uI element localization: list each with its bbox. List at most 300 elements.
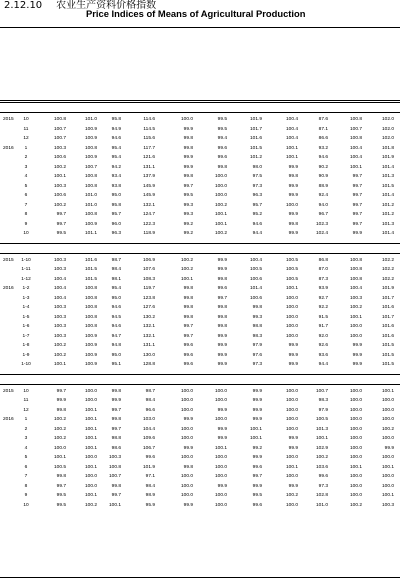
- value-cell: 99.7: [56, 483, 66, 489]
- value-cell: 99.8: [183, 295, 193, 301]
- table-row: [0, 256, 400, 266]
- value-cell: 145.9: [142, 193, 155, 199]
- value-cell: 100.1: [349, 164, 362, 170]
- value-cell: 99.9: [183, 502, 193, 508]
- value-cell: 100.0: [285, 426, 298, 432]
- value-cell: 92.6: [318, 343, 328, 349]
- value-cell: 100.0: [349, 436, 362, 442]
- value-cell: 102.9: [315, 445, 328, 451]
- value-cell: 122.3: [142, 221, 155, 227]
- value-cell: 99.9: [288, 445, 298, 451]
- month-cell: 10: [23, 117, 29, 123]
- value-cell: 96.3: [111, 231, 121, 237]
- year-cell: [0, 434, 18, 444]
- year-cell: [0, 425, 18, 435]
- value-cell: 100.2: [84, 502, 97, 508]
- value-cell: 99.9: [217, 362, 227, 368]
- value-cell: 99.9: [111, 398, 121, 404]
- year-cell: 2015: [3, 117, 14, 123]
- value-cell: 100.1: [53, 174, 66, 180]
- value-cell: 99.6: [183, 343, 193, 349]
- value-cell: 99.8: [183, 314, 193, 320]
- value-cell: 93.4: [111, 174, 121, 180]
- value-cell: 100.0: [53, 445, 66, 451]
- value-cell: 98.9: [145, 493, 155, 499]
- value-cell: 100.2: [180, 257, 193, 263]
- month-cell: 6: [24, 193, 28, 199]
- value-cell: 130.2: [142, 314, 155, 320]
- value-cell: 101.5: [84, 267, 97, 273]
- value-cell: 100.0: [214, 183, 227, 189]
- value-cell: 100.1: [84, 417, 97, 423]
- month-cell: 5: [24, 183, 28, 189]
- value-cell: 94.6: [111, 305, 121, 311]
- value-cell: 98.1: [111, 276, 121, 282]
- value-cell: 100.0: [381, 474, 394, 480]
- value-cell: 100.0: [349, 483, 362, 489]
- value-cell: 99.8: [183, 136, 193, 142]
- table-row: [0, 220, 400, 230]
- value-cell: 100.3: [53, 267, 66, 273]
- value-cell: 100.3: [53, 314, 66, 320]
- month-cell: 1-3: [22, 295, 30, 301]
- value-cell: 99.8: [183, 145, 193, 151]
- year-cell: [0, 125, 18, 135]
- value-cell: 100.4: [349, 286, 362, 292]
- month-cell: 11: [23, 126, 29, 132]
- value-cell: 100.8: [53, 117, 66, 123]
- value-cell: 131.1: [142, 343, 155, 349]
- title-number: 2.12.10: [4, 0, 43, 11]
- value-cell: 100.0: [285, 502, 298, 508]
- value-cell: 100.0: [214, 502, 227, 508]
- value-cell: 96.6: [145, 407, 155, 413]
- table-row: [0, 360, 400, 370]
- value-cell: 127.6: [142, 305, 155, 311]
- value-cell: 100.9: [84, 155, 97, 161]
- value-cell: 99.9: [288, 231, 298, 237]
- value-cell: 100.5: [53, 464, 66, 470]
- value-cell: 100.4: [285, 117, 298, 123]
- value-cell: 100.3: [53, 145, 66, 151]
- table-row: [0, 210, 400, 220]
- year-cell: 2016: [3, 286, 14, 292]
- value-cell: 100.0: [214, 493, 227, 499]
- month-cell: 1-12: [21, 276, 31, 282]
- value-cell: 99.9: [288, 164, 298, 170]
- month-cell: 1-4: [22, 305, 30, 311]
- value-cell: 99.8: [56, 474, 66, 480]
- value-cell: 101.9: [381, 155, 394, 161]
- value-cell: 99.7: [183, 183, 193, 189]
- table-row: [0, 265, 400, 275]
- value-cell: 98.8: [111, 436, 121, 442]
- month-cell: 1-9: [22, 352, 30, 358]
- value-cell: 101.5: [84, 276, 97, 282]
- table-row: [0, 453, 400, 463]
- value-cell: 99.9: [183, 126, 193, 132]
- value-cell: 95.4: [111, 286, 121, 292]
- table-row: [0, 501, 400, 511]
- value-cell: 100.1: [349, 314, 362, 320]
- value-cell: 100.2: [349, 305, 362, 311]
- value-cell: 95.8: [111, 202, 121, 208]
- value-cell: 93.2: [318, 145, 328, 151]
- value-cell: 100.0: [285, 295, 298, 301]
- value-cell: 95.4: [111, 155, 121, 161]
- year-cell: [0, 351, 18, 361]
- value-cell: 100.0: [349, 474, 362, 480]
- value-cell: 97.5: [252, 174, 262, 180]
- value-cell: 100.8: [84, 286, 97, 292]
- value-cell: 100.8: [108, 464, 121, 470]
- value-cell: 106.9: [142, 257, 155, 263]
- value-cell: 100.6: [53, 155, 66, 161]
- month-cell: 1-8: [22, 343, 30, 349]
- value-cell: 100.0: [214, 417, 227, 423]
- table-row: [0, 463, 400, 473]
- value-cell: 114.5: [143, 126, 155, 132]
- value-cell: 99.6: [183, 352, 193, 358]
- value-cell: 100.3: [53, 305, 66, 311]
- value-cell: 100.8: [349, 136, 362, 142]
- value-cell: 99.7: [111, 407, 121, 413]
- value-cell: 101.6: [249, 136, 262, 142]
- value-cell: 100.0: [381, 436, 394, 442]
- value-cell: 100.0: [349, 407, 362, 413]
- value-cell: 118.9: [143, 231, 155, 237]
- value-cell: 100.0: [84, 483, 97, 489]
- value-cell: 100.3: [53, 333, 66, 339]
- month-cell: 12: [23, 136, 29, 142]
- value-cell: 99.9: [217, 267, 227, 273]
- value-cell: 99.7: [183, 324, 193, 330]
- value-cell: 100.2: [53, 436, 66, 442]
- month-cell: 8: [24, 483, 28, 489]
- value-cell: 92.0: [318, 333, 328, 339]
- value-cell: 101.0: [84, 117, 97, 123]
- value-cell: 99.9: [56, 398, 66, 404]
- value-cell: 99.8: [111, 388, 121, 394]
- value-cell: 99.9: [217, 426, 227, 432]
- value-cell: 137.9: [142, 174, 155, 180]
- value-cell: 101.0: [315, 502, 328, 508]
- value-cell: 100.7: [53, 126, 66, 132]
- value-cell: 100.8: [349, 117, 362, 123]
- value-cell: 100.9: [84, 126, 97, 132]
- value-cell: 99.3: [183, 212, 193, 218]
- value-cell: 99.9: [288, 193, 298, 199]
- value-cell: 99.5: [252, 493, 262, 499]
- value-cell: 98.8: [252, 324, 262, 330]
- table-row: [0, 275, 400, 285]
- value-cell: 99.9: [288, 436, 298, 442]
- value-cell: 99.6: [252, 502, 262, 508]
- year-cell: [0, 341, 18, 351]
- value-cell: 101.6: [84, 257, 97, 263]
- section-rule-bottom: [0, 253, 400, 254]
- value-cell: 94.6: [252, 221, 262, 227]
- value-cell: 100.4: [285, 126, 298, 132]
- value-cell: 100.5: [285, 257, 298, 263]
- value-cell: 100.0: [214, 193, 227, 199]
- month-cell: 10: [23, 388, 29, 394]
- value-cell: 99.9: [217, 483, 227, 489]
- table-row: [0, 341, 400, 351]
- value-cell: 94.4: [318, 362, 328, 368]
- value-cell: 88.9: [318, 183, 328, 189]
- value-cell: 101.6: [381, 324, 394, 330]
- value-cell: 130.0: [142, 352, 155, 358]
- value-cell: 94.6: [111, 136, 121, 142]
- value-cell: 123.8: [142, 295, 155, 301]
- value-cell: 100.2: [180, 267, 193, 273]
- value-cell: 100.8: [349, 267, 362, 273]
- value-cell: 93.9: [318, 286, 328, 292]
- value-cell: 99.6: [217, 286, 227, 292]
- year-cell: [0, 275, 18, 285]
- value-cell: 102.2: [381, 267, 394, 273]
- value-cell: 95.9: [145, 502, 155, 508]
- value-cell: 100.1: [349, 464, 362, 470]
- value-cell: 99.3: [252, 314, 262, 320]
- year-cell: [0, 444, 18, 454]
- value-cell: 100.4: [349, 155, 362, 161]
- value-cell: 99.7: [352, 212, 362, 218]
- value-cell: 100.4: [285, 136, 298, 142]
- value-cell: 100.9: [84, 362, 97, 368]
- value-cell: 131.1: [142, 164, 155, 170]
- value-cell: 98.0: [252, 164, 262, 170]
- value-cell: 99.7: [111, 426, 121, 432]
- value-cell: 100.2: [53, 164, 66, 170]
- year-cell: [0, 472, 18, 482]
- value-cell: 99.5: [183, 193, 193, 199]
- value-cell: 95.0: [111, 295, 121, 301]
- value-cell: 95.1: [111, 362, 121, 368]
- value-cell: 100.0: [180, 426, 193, 432]
- table-row: [0, 191, 400, 201]
- value-cell: 100.7: [53, 136, 66, 142]
- table-row: [0, 115, 400, 125]
- year-cell: [0, 313, 18, 323]
- year-cell: [0, 220, 18, 230]
- value-cell: 95.0: [111, 352, 121, 358]
- value-cell: 94.4: [252, 231, 262, 237]
- value-cell: 100.9: [84, 333, 97, 339]
- table-row: [0, 434, 400, 444]
- month-cell: 6: [24, 464, 28, 470]
- value-cell: 100.2: [214, 231, 227, 237]
- value-cell: 100.1: [84, 445, 97, 451]
- value-cell: 100.5: [285, 276, 298, 282]
- table-row: [0, 351, 400, 361]
- table-row: [0, 387, 400, 397]
- value-cell: 95.8: [111, 117, 121, 123]
- value-cell: 94.5: [111, 314, 121, 320]
- value-cell: 101.5: [381, 343, 394, 349]
- value-cell: 99.9: [217, 436, 227, 442]
- section-table: [0, 387, 400, 511]
- value-cell: 94.9: [111, 126, 121, 132]
- value-cell: 115.6: [143, 136, 155, 142]
- table-row: [0, 332, 400, 342]
- value-cell: 99.6: [145, 455, 155, 461]
- value-cell: 101.3: [381, 221, 394, 227]
- value-cell: 101.2: [381, 212, 394, 218]
- value-cell: 128.8: [142, 362, 155, 368]
- value-cell: 100.0: [84, 455, 97, 461]
- value-cell: 103.6: [315, 464, 328, 470]
- value-cell: 100.1: [53, 362, 66, 368]
- value-cell: 100.0: [214, 455, 227, 461]
- value-cell: 99.7: [352, 183, 362, 189]
- value-cell: 97.9: [318, 407, 328, 413]
- value-cell: 99.9: [217, 343, 227, 349]
- table-row: [0, 294, 400, 304]
- value-cell: 99.9: [288, 212, 298, 218]
- value-cell: 99.4: [217, 136, 227, 142]
- year-cell: [0, 229, 18, 239]
- value-cell: 101.5: [381, 362, 394, 368]
- section-rule-top: [0, 374, 400, 375]
- value-cell: 99.8: [111, 417, 121, 423]
- value-cell: 100.7: [315, 388, 328, 394]
- value-cell: 100.0: [285, 333, 298, 339]
- value-cell: 97.6: [252, 352, 262, 358]
- value-cell: 100.0: [285, 398, 298, 404]
- value-cell: 99.9: [288, 362, 298, 368]
- value-cell: 100.1: [108, 502, 121, 508]
- value-cell: 100.0: [285, 314, 298, 320]
- value-cell: 87.0: [318, 267, 328, 273]
- year-cell: [0, 153, 18, 163]
- value-cell: 99.8: [217, 276, 227, 282]
- value-cell: 102.0: [381, 126, 394, 132]
- section-table: [0, 256, 400, 370]
- value-cell: 100.0: [285, 417, 298, 423]
- value-cell: 97.3: [252, 362, 262, 368]
- value-cell: 100.7: [108, 474, 121, 480]
- value-cell: 91.7: [318, 324, 328, 330]
- value-cell: 121.6: [142, 155, 155, 161]
- value-cell: 99.6: [183, 362, 193, 368]
- month-cell: 1-2: [22, 286, 30, 292]
- value-cell: 94.6: [318, 155, 328, 161]
- table-row: [0, 284, 400, 294]
- value-cell: 102.0: [381, 136, 394, 142]
- month-cell: 3: [24, 164, 28, 170]
- month-cell: 1-5: [22, 314, 30, 320]
- year-cell: [0, 172, 18, 182]
- value-cell: 100.0: [349, 455, 362, 461]
- value-cell: 101.4: [381, 231, 394, 237]
- section-rule-top: [0, 102, 400, 103]
- value-cell: 99.8: [252, 305, 262, 311]
- value-cell: 99.8: [217, 305, 227, 311]
- value-cell: 100.1: [214, 212, 227, 218]
- table-row: [0, 425, 400, 435]
- table-row: [0, 125, 400, 135]
- value-cell: 99.9: [288, 483, 298, 489]
- table-row: [0, 303, 400, 313]
- value-cell: 101.4: [249, 286, 262, 292]
- table-row: [0, 313, 400, 323]
- value-cell: 100.2: [214, 202, 227, 208]
- value-cell: 98.3: [252, 333, 262, 339]
- year-cell: [0, 491, 18, 501]
- month-cell: 9: [24, 493, 28, 499]
- table-row: [0, 229, 400, 239]
- value-cell: 94.0: [318, 202, 328, 208]
- month-cell: 9: [24, 221, 28, 227]
- value-cell: 97.1: [145, 474, 155, 480]
- value-cell: 100.0: [180, 436, 193, 442]
- value-cell: 100.0: [381, 417, 394, 423]
- value-cell: 100.0: [214, 398, 227, 404]
- year-cell: [0, 163, 18, 173]
- value-cell: 101.9: [249, 117, 262, 123]
- table-row: [0, 182, 400, 192]
- value-cell: 100.2: [53, 352, 66, 358]
- table-row: [0, 406, 400, 416]
- value-cell: 100.9: [84, 343, 97, 349]
- value-cell: 100.0: [180, 483, 193, 489]
- value-cell: 100.0: [180, 407, 193, 413]
- value-cell: 100.1: [84, 426, 97, 432]
- value-cell: 100.1: [214, 445, 227, 451]
- month-cell: 1-10: [21, 257, 31, 263]
- value-cell: 100.6: [249, 295, 262, 301]
- value-cell: 101.5: [381, 183, 394, 189]
- value-cell: 101.9: [381, 286, 394, 292]
- value-cell: 100.2: [285, 493, 298, 499]
- value-cell: 94.2: [111, 164, 121, 170]
- month-cell: 4: [24, 174, 28, 180]
- year-cell: 2016: [3, 417, 14, 423]
- value-cell: 100.2: [53, 417, 66, 423]
- year-cell: 2015: [3, 388, 14, 394]
- value-cell: 100.0: [180, 493, 193, 499]
- value-cell: 100.1: [84, 407, 97, 413]
- value-cell: 100.0: [381, 398, 394, 404]
- value-cell: 101.0: [84, 202, 97, 208]
- value-cell: 99.7: [56, 221, 66, 227]
- value-cell: 99.7: [56, 212, 66, 218]
- year-cell: [0, 482, 18, 492]
- value-cell: 100.1: [285, 145, 298, 151]
- value-cell: 100.4: [53, 276, 66, 282]
- value-cell: 100.0: [84, 388, 97, 394]
- value-cell: 98.3: [318, 398, 328, 404]
- value-cell: 101.2: [381, 202, 394, 208]
- value-cell: 100.3: [349, 295, 362, 301]
- value-cell: 91.5: [318, 314, 328, 320]
- value-cell: 100.0: [349, 493, 362, 499]
- value-cell: 106.7: [142, 445, 155, 451]
- value-cell: 99.7: [56, 388, 66, 394]
- value-cell: 99.9: [252, 388, 262, 394]
- value-cell: 87.1: [318, 126, 328, 132]
- value-cell: 101.4: [381, 164, 394, 170]
- value-cell: 124.7: [142, 212, 155, 218]
- value-cell: 100.2: [315, 455, 328, 461]
- table-row: [0, 144, 400, 154]
- value-cell: 100.1: [315, 436, 328, 442]
- value-cell: 92.4: [318, 193, 328, 199]
- value-cell: 99.9: [217, 257, 227, 263]
- value-cell: 102.2: [381, 276, 394, 282]
